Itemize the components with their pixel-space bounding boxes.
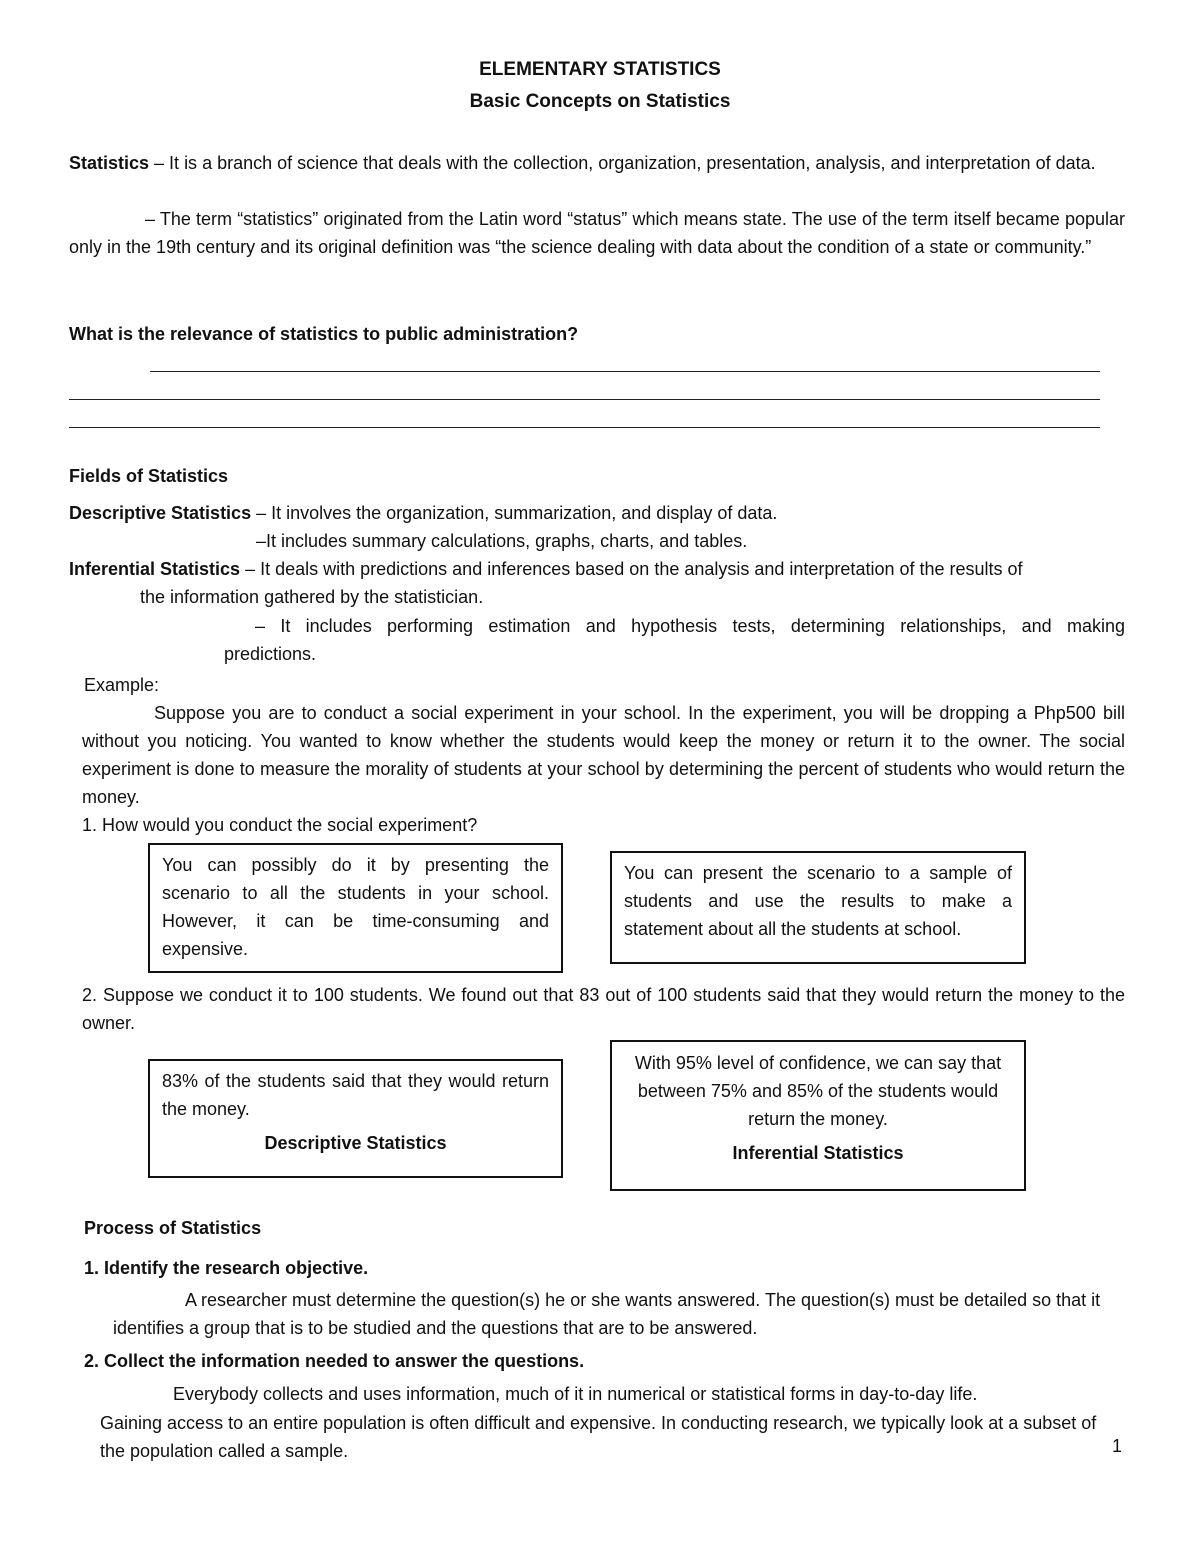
step-2-text-2: Gaining access to an entire population is often difficult and expensive. In conducting research, we typically look at a subset of the population called a sample. [100, 1413, 1097, 1461]
statistics-origin: – The term “statistics” originated from the Latin word “status” which means state. The use of the term itself became popular only in the 19th century and its original definition was “the science dealing with data about the condition of a state or community.” [69, 209, 1125, 257]
example-paragraph: Suppose you are to conduct a social experiment in your school. In the experiment, you will be dropping a Php500 bill without you noticing. You wanted to know whether the students would keep the money or return it to the owner. The social experiment is done to measure the morality of students at your school by determining the percent of students who would return the money. [82, 703, 1125, 807]
answer-line[interactable] [150, 371, 1100, 372]
descriptive-example-text: 83% of the students said that they would return the money. [162, 1071, 549, 1119]
question-1: 1. How would you conduct the social experiment? [82, 815, 478, 835]
step-2-text-1: Everybody collects and uses information, much of it in numerical or statistical forms in day-to-day life. [173, 1384, 978, 1404]
statistics-definition: Statistics – It is a branch of science that deals with the collection, organization, presentation, analysis, and interpretation of data. [69, 153, 1096, 173]
inferential-example-label: Inferential Statistics [732, 1143, 904, 1163]
relevance-question: What is the relevance of statistics to public administration? [69, 324, 579, 344]
inferential-definition-cont: the information gathered by the statistician. [140, 587, 484, 607]
page-number: 1 [1112, 1436, 1123, 1456]
example-label: Example: [84, 675, 160, 695]
descriptive-example-label: Descriptive Statistics [264, 1133, 447, 1153]
sample-answer-box [610, 851, 1026, 964]
fields-heading: Fields of Statistics [69, 466, 229, 486]
answer-line[interactable] [69, 399, 1100, 400]
descriptive-example-box [148, 1059, 563, 1178]
step-2-title: 2. Collect the information needed to answer the questions. [84, 1351, 585, 1371]
inferential-example-text: With 95% level of confidence, we can say that between 75% and 85% of the students would return the money. [634, 1053, 1002, 1129]
census-answer-text: You can possibly do it by presenting the scenario to all the students in your school. However, it can be time-consuming and expensive. [162, 855, 549, 959]
sample-answer-text: You can present the scenario to a sample of students and use the results to make a statement about all the students at school. [624, 863, 1012, 939]
inferential-detail-cont: predictions. [224, 644, 317, 664]
document-subtitle: Basic Concepts on Statistics [469, 91, 731, 112]
inferential-example-box [610, 1040, 1026, 1191]
question-2: 2. Suppose we conduct it to 100 students. We found out that 83 out of 100 students said that they would return the money to the owner. [82, 985, 1125, 1033]
step-1-title: 1. Identify the research objective. [84, 1258, 369, 1278]
inferential-definition: Inferential Statistics – It deals with predictions and inferences based on the analysis and interpretation of the results of [69, 559, 1023, 579]
descriptive-definition: Descriptive Statistics – It involves the organization, summarization, and display of data. [69, 503, 778, 523]
census-answer-box [148, 843, 563, 973]
answer-line[interactable] [69, 427, 1100, 428]
inferential-detail: – It includes performing estimation and hypothesis tests, determining relationships, and making [255, 616, 1125, 636]
step-1-text: A researcher must determine the question(s) he or she wants answered. The question(s) must be detailed so that it identifies a group that is to be studied and the questions that are to be answered. [113, 1290, 1101, 1338]
document-title: ELEMENTARY STATISTICS [479, 59, 721, 80]
process-heading: Process of Statistics [84, 1218, 262, 1238]
descriptive-detail: –It includes summary calculations, graphs, charts, and tables. [256, 531, 748, 551]
statistics-term: Statistics [69, 153, 150, 173]
